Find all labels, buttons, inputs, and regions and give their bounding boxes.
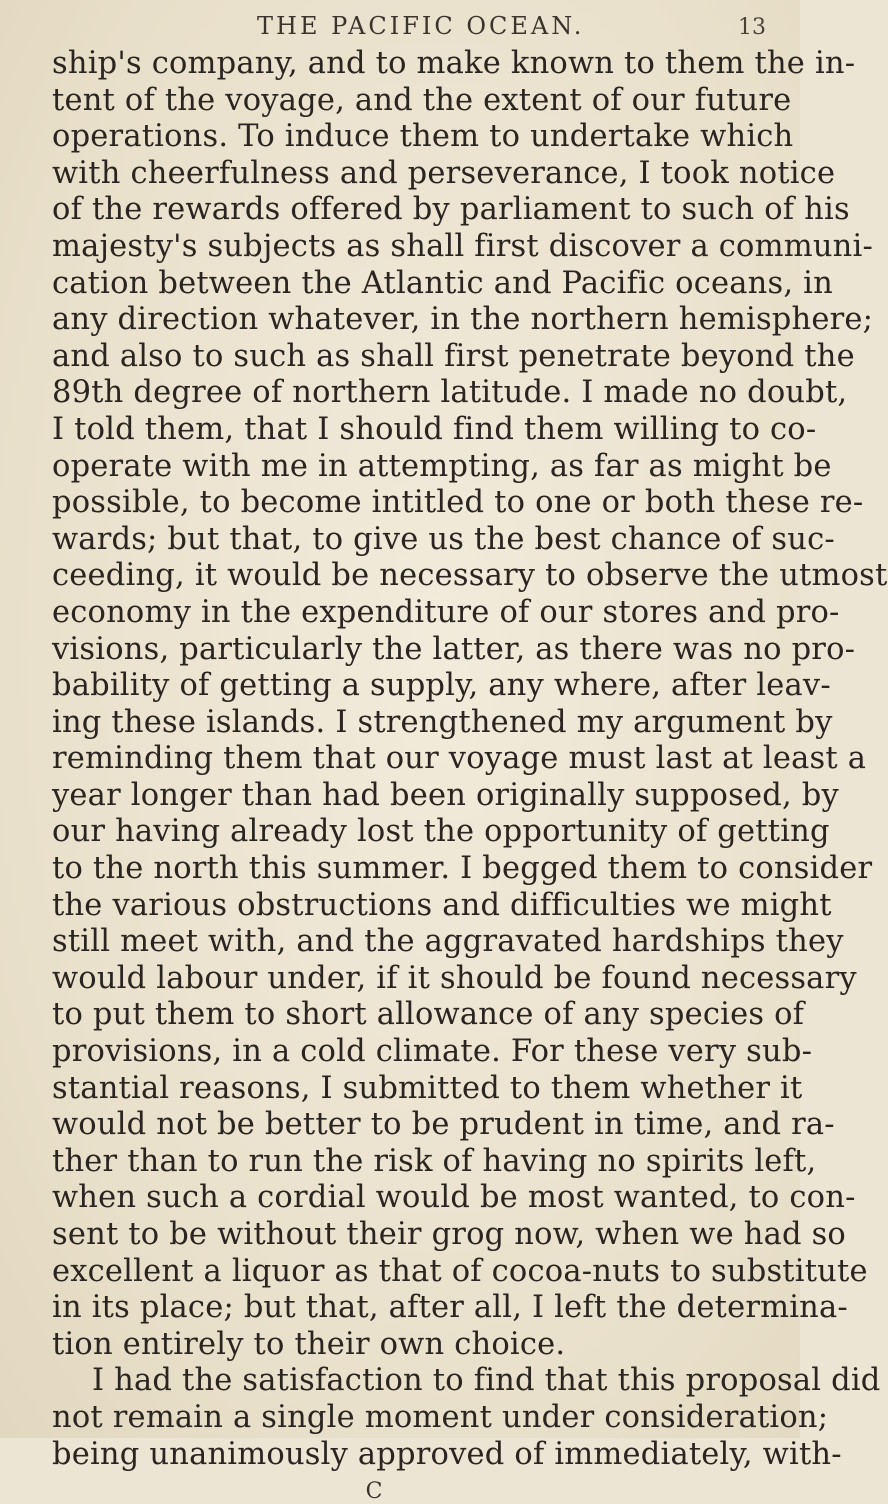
text-line: not remain a single moment under consideration; xyxy=(52,1399,829,1435)
text-line: possible, to become intitled to one or both these re- xyxy=(52,485,864,521)
signature-mark: C xyxy=(365,1479,383,1504)
text-line: I had the satisfaction to find that this proposal did xyxy=(92,1363,881,1399)
text-line: the various obstructions and difficulties we might xyxy=(52,887,832,923)
text-line: excellent a liquor as that of cocoa-nuts to substitute xyxy=(52,1253,868,1289)
text-line: tent of the voyage, and the extent of our future xyxy=(52,82,792,118)
text-line: tion entirely to their own choice. xyxy=(52,1326,566,1362)
text-line: visions, particularly the latter, as there was no pro- xyxy=(52,631,856,667)
text-line: ship's company, and to make known to them the in- xyxy=(52,46,856,81)
text-line: ing these islands. I strengthened my argument by xyxy=(52,704,833,740)
text-line: would labour under, if it should be found necessary xyxy=(52,960,857,996)
text-line: of the rewards offered by parliament to such of his xyxy=(52,192,850,228)
text-line: sent to be without their grog now, when we had so xyxy=(52,1217,846,1252)
text-line: bability of getting a supply, any where, after leav- xyxy=(52,668,831,704)
text-line: stantial reasons, I submitted to them whether it xyxy=(52,1070,803,1106)
text-line: ther than to run the risk of having no spirits left, xyxy=(52,1143,817,1179)
text-line: year longer than had been originally supposed, by xyxy=(52,777,839,813)
text-line: in its place; but that, after all, I left the determina- xyxy=(52,1290,848,1326)
text-line: cation between the Atlantic and Pacific oceans, in xyxy=(52,265,833,301)
text-line: our having already lost the opportunity of getting xyxy=(52,814,830,850)
running-head: THE PACIFIC OCEAN. xyxy=(257,12,585,40)
text-line: wards; but that, to give us the best chance of suc- xyxy=(52,521,835,557)
text-line: with cheerfulness and perseverance, I took notice xyxy=(52,155,836,191)
text-line: ceeding, it would be necessary to observe the utmost xyxy=(52,558,888,594)
text-line: and also to such as shall first penetrate beyond the xyxy=(52,338,855,374)
text-line: operate with me in attempting, as far as might be xyxy=(52,448,832,484)
page-header xyxy=(52,12,766,42)
text-line: reminding them that our voyage must last at least a xyxy=(52,741,867,777)
text-line: majesty's subjects as shall first discover a communi- xyxy=(52,228,873,264)
text-line: operations. To induce them to undertake which xyxy=(52,119,794,155)
text-line: any direction whatever, in the northern hemisphere; xyxy=(52,302,874,338)
text-line: still meet with, and the aggravated hardships they xyxy=(52,924,844,960)
text-line: 89th degree of northern latitude. I made no doubt, xyxy=(52,375,848,411)
text-line: being unanimously approved of immediately, with- xyxy=(52,1436,842,1472)
body-text xyxy=(52,46,888,1473)
text-line: would not be better to be prudent in time, and ra- xyxy=(52,1107,835,1143)
text-line: I told them, that I should find them willing to co- xyxy=(52,411,817,447)
text-line: provisions, in a cold climate. For these very sub- xyxy=(52,1034,813,1070)
text-line: to the north this summer. I begged them to consider xyxy=(52,851,873,887)
text-line: economy in the expenditure of our stores and pro- xyxy=(52,594,840,630)
text-line: when such a cordial would be most wanted, to con- xyxy=(52,1180,856,1216)
text-line: to put them to short allowance of any species of xyxy=(52,997,805,1033)
page-number: 13 xyxy=(738,15,766,40)
